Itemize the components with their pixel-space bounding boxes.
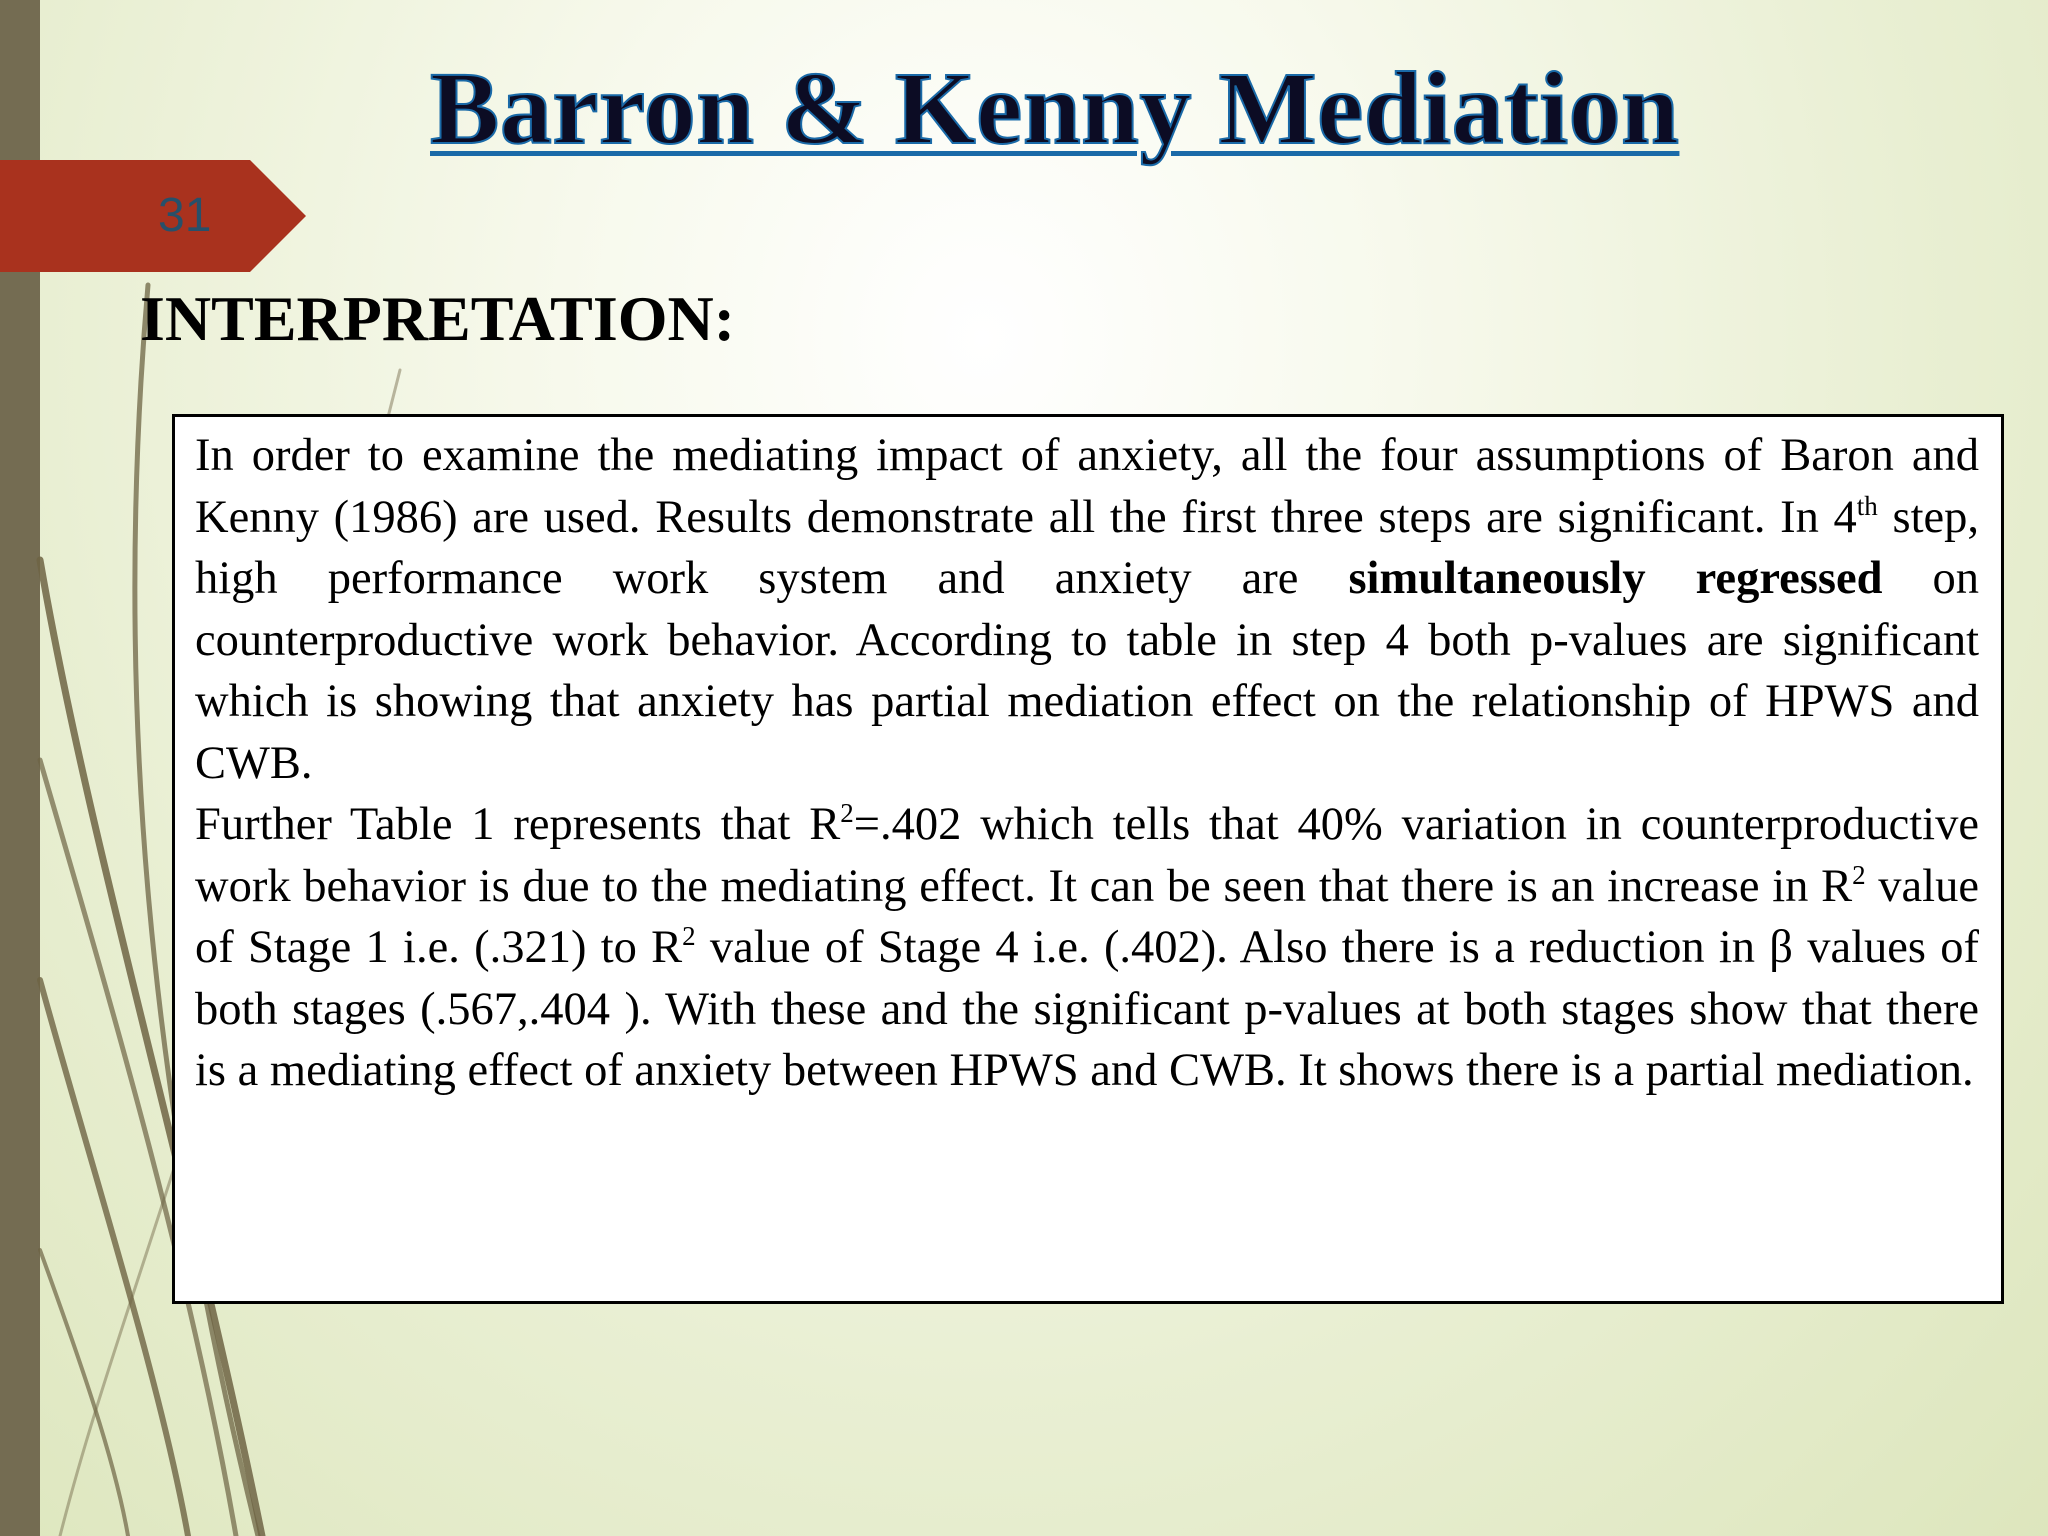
superscript-2: 2 <box>840 798 854 828</box>
paragraph-1-text-c: on counterproductive work behavior. According to table in step 4 both p-values are significant which is showing that anxiety has partial mediation effect on the relationship of HPWS and CWB. <box>195 553 1979 789</box>
superscript-2: 2 <box>682 921 696 951</box>
paragraph-1-text-b: step, high performance work system and anxiety are <box>195 491 1980 604</box>
paragraph-1 <box>195 425 1979 794</box>
interpretation-text-box <box>172 414 2004 1304</box>
superscript-th: th <box>1856 490 1878 521</box>
paragraph-2-text-c: value of Stage 1 i.e. (.321) to R <box>195 860 1979 973</box>
slide-number-tab <box>0 160 306 272</box>
paragraph-2-text-b: =.402 which tells that 40% variation in counterproductive work behavior is due to the mediating effect. It can be seen that there is an increase in R <box>195 799 1979 912</box>
paragraph-2-text-d: value of Stage 4 i.e. (.402). Also there is a reduction in β values of both stages (.567,.404 ). With these and the significant p-values at both stages show that there is a mediating effect of anxiety between HPWS and CWB. It shows there is a partial mediation. <box>195 922 1979 1096</box>
grass-blade <box>40 1250 128 1536</box>
superscript-2: 2 <box>1852 859 1866 890</box>
paragraph-1-text-a: In order to examine the mediating impact of anxiety, all the four assumptions of Baron and Kenny (1986) are used. Results demonstrate all the first three steps are significant. In 4 <box>195 430 1979 543</box>
paragraph-2-text-a: Further Table 1 represents that R <box>195 799 841 850</box>
section-heading: INTERPRETATION: <box>140 283 736 354</box>
paragraph-2 <box>195 794 1979 1102</box>
slide-number: 31 <box>158 189 212 242</box>
bold-phrase: simultaneously regressed <box>1348 553 1883 604</box>
slide-title: Barron & Kenny Mediation <box>430 51 1680 166</box>
